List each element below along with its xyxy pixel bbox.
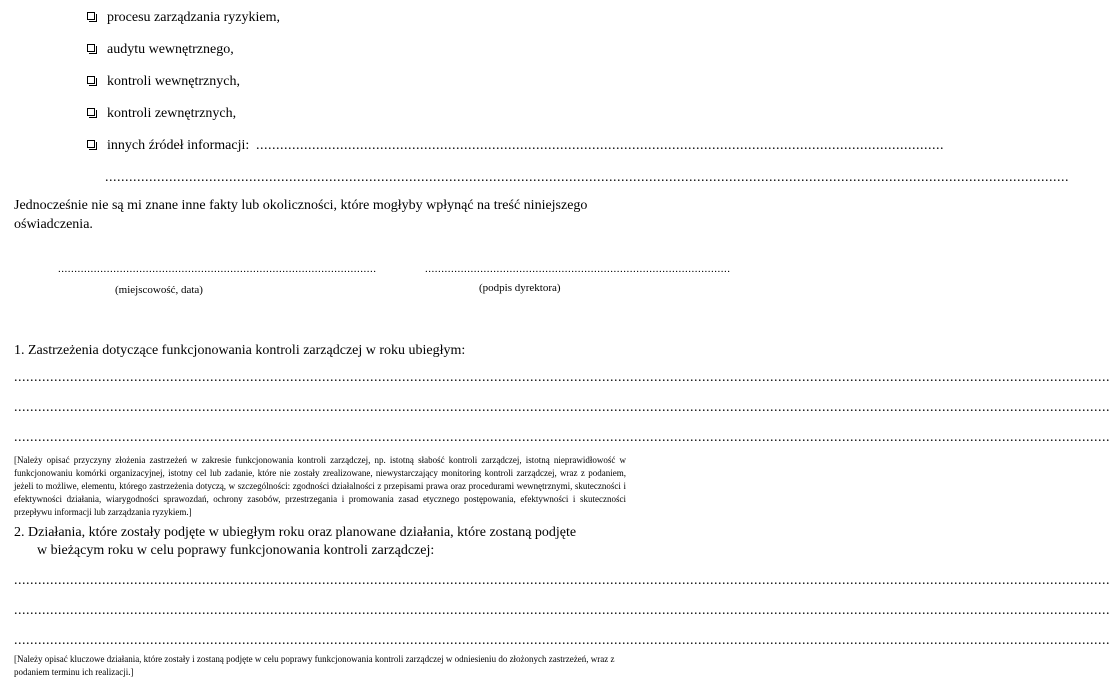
section-1-note: [Należy opisać przyczyny złożenia zastrzeżeń w zakresie funkcjonowania kontroli zarządczej, np. istotną słabość kontroli zarządczej, istotną nieprawidłowość w funkcjonowaniu komórki organizacyjnej, istotny cel lub zadanie, które nie zostały zrealizowane, niewystarczający monitoring kontroli zarządczej, wraz z podaniem, jeżeli to możliwe, elementu, którego zastrzeżenia dotyczą, w szczególności: zgodności działalności z przepisami prawa oraz procedurami wewnętrznymi, skuteczności i efektywności działania, wiarygodności sprawozdań, ochrony zasobów, przestrzegania i promowania zasad etycznego postępowania, efektywności i skuteczności przepływu informacji lub zarządzania ryzykiem.] xyxy=(14,455,626,517)
section-1-fill-line-3[interactable]: .................................................................................................................................................................................................................................................................................. xyxy=(14,430,1110,445)
other-sources-fill-line-1[interactable]: ............................................................................................................................................................................ xyxy=(256,138,944,153)
section-2-fill-line-1[interactable]: .................................................................................................................................................................................................................................................................................. xyxy=(14,573,1110,588)
checklist-item-other-sources[interactable]: innych źródeł informacji: xyxy=(87,138,249,154)
checklist-item-internal-control[interactable]: kontroli wewnętrznych, xyxy=(87,74,240,90)
other-sources-fill-line-2[interactable]: ................................................................................................................................................................................................................................................. xyxy=(105,170,1069,185)
section-1-fill-line-1[interactable]: .................................................................................................................................................................................................................................................................................. xyxy=(14,370,1110,385)
checklist-item-risk[interactable]: procesu zarządzania ryzykiem, xyxy=(87,10,280,26)
checkbox-icon[interactable] xyxy=(87,12,95,20)
place-date-fill-line[interactable]: .................................................................................................. xyxy=(58,263,377,275)
section-1-fill-line-2[interactable]: .................................................................................................................................................................................................................................................................................. xyxy=(14,400,1110,415)
section-1-heading: 1. Zastrzeżenia dotyczące funkcjonowania kontroli zarządczej w roku ubiegłym: xyxy=(14,343,466,358)
director-signature-fill-line[interactable]: .............................................................................................. xyxy=(425,263,731,275)
section-2-note: [Należy opisać kluczowe działania, które zostały i zostaną podjęte w celu poprawy funkcjonowania kontroli zarządczej w odniesieniu do złożonych zastrzeżeń, wraz z podaniem terminu ich realizacji.] xyxy=(14,654,615,677)
section-2-fill-line-2[interactable]: .................................................................................................................................................................................................................................................................................. xyxy=(14,603,1110,618)
place-date-label: (miejscowość, data) xyxy=(115,284,203,296)
section-2-fill-line-3[interactable]: .................................................................................................................................................................................................................................................................................. xyxy=(14,633,1110,648)
director-signature-label: (podpis dyrektora) xyxy=(479,282,561,294)
checklist-item-audit[interactable]: audytu wewnętrznego, xyxy=(87,42,234,58)
checkbox-icon[interactable] xyxy=(87,108,95,116)
section-2-heading-line-1: 2. Działania, które zostały podjęte w ubiegłym roku oraz planowane działania, które zostaną podjęte xyxy=(14,525,577,540)
checkbox-icon[interactable] xyxy=(87,44,95,52)
checklist-item-external-control[interactable]: kontroli zewnętrznych, xyxy=(87,106,236,122)
section-2-heading-line-2: w bieżącym roku w celu poprawy funkcjonowania kontroli zarządczej: xyxy=(37,543,435,558)
checkbox-icon[interactable] xyxy=(87,76,95,84)
statement-text: Jednocześnie nie są mi znane inne fakty lub okoliczności, które mogłyby wpłynąć na treść niniejszego oświadczenia. xyxy=(14,198,588,232)
checkbox-icon[interactable] xyxy=(87,140,95,148)
